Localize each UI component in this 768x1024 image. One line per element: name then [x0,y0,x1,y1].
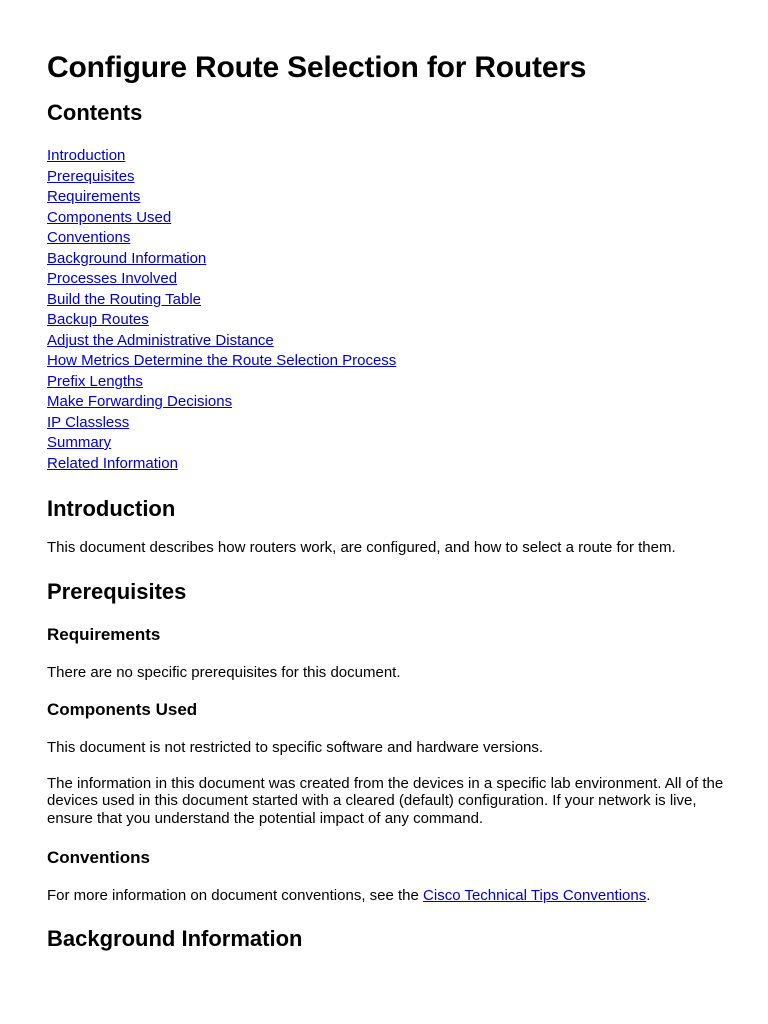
toc-link-introduction[interactable]: Introduction [47,147,126,164]
cisco-tips-conventions-link[interactable]: Cisco Technical Tips Conventions [423,887,647,904]
conventions-text-before: For more information on document conventions, see the [47,887,424,904]
toc-item [47,351,728,372]
toc-item [47,269,728,290]
toc-link-adjust-administrative-distance[interactable]: Adjust the Administrative Distance [47,331,274,349]
toc-link-backup-routes[interactable]: Backup Routes [47,311,149,328]
toc-link-conventions[interactable]: Conventions [47,229,131,246]
toc-link-components-used[interactable]: Components Used [47,208,172,226]
toc-link-background-information[interactable]: Background Information [47,249,207,267]
page-title: Configure Route Selection for Routers [47,51,587,84]
components-used-text-1: This document is not restricted to specific software and hardware versions. [47,739,544,756]
toc-link-forwarding-decisions[interactable]: Make Forwarding Decisions [47,393,233,410]
toc-item [47,187,728,208]
requirements-heading: Requirements [47,624,161,644]
table-of-contents [47,146,728,474]
conventions-text-after: . [646,887,651,904]
conventions-heading: Conventions [47,848,150,867]
toc-item [47,167,728,188]
prerequisites-heading: Prerequisites [47,578,187,604]
toc-item [47,249,728,270]
toc-link-processes-involved[interactable]: Processes Involved [47,270,178,287]
introduction-heading: Introduction [47,496,176,521]
toc-link-requirements[interactable]: Requirements [47,188,141,205]
toc-item [47,290,728,311]
toc-link-metrics-route-selection[interactable]: How Metrics Determine the Route Selection Process [47,352,397,369]
conventions-text [47,887,728,905]
toc-item [47,372,728,393]
components-used-heading: Components Used [47,700,198,719]
toc-link-related-information[interactable]: Related Information [47,454,178,472]
contents-heading: Contents [47,100,143,125]
background-information-heading: Background Information [47,925,303,951]
toc-item [47,208,728,229]
toc-link-summary[interactable]: Summary [47,434,112,451]
components-used-text-2: The information in this document was created from the devices in a specific lab environment. All of the devices used in this document started with a cleared (default) configuration. If your network is live, ensure that you understand the potential impact of any command. [47,774,724,827]
toc-item [47,454,728,475]
toc-link-prerequisites[interactable]: Prerequisites [47,167,135,185]
introduction-text: This document describes how routers work, are configured, and how to select a route for them. [47,539,676,556]
toc-item [47,413,728,434]
toc-item [47,331,728,352]
toc-link-build-routing-table[interactable]: Build the Routing Table [47,290,201,308]
toc-item [47,146,728,167]
toc-link-ip-classless[interactable]: IP Classless [47,413,130,431]
toc-item [47,228,728,249]
toc-item [47,433,728,454]
toc-item [47,392,728,413]
toc-link-prefix-lengths[interactable]: Prefix Lengths [47,372,143,390]
toc-item [47,310,728,331]
requirements-text: There are no specific prerequisites for this document. [47,663,401,681]
